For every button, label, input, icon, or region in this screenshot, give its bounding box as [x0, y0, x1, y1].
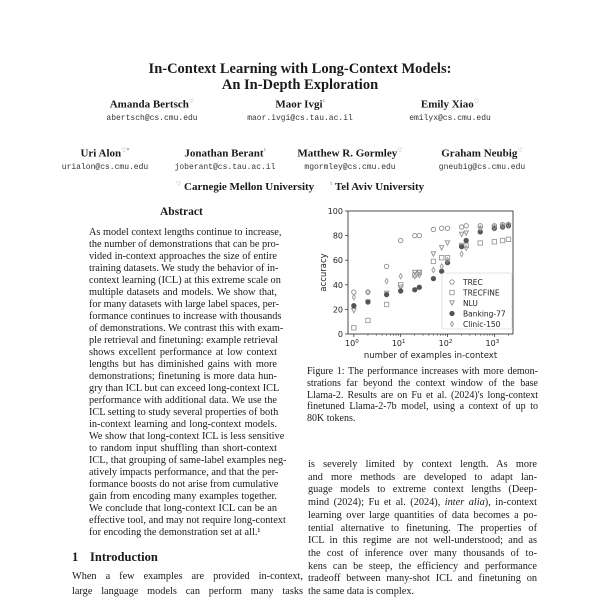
text-line: ICL setting to study several properties of both: [89, 407, 279, 418]
text-line: 80K tokens.: [307, 413, 356, 425]
data-point: [398, 238, 402, 242]
y-tick-label: 100: [327, 207, 343, 216]
text-line: effective tool, and may not require long-context: [89, 515, 286, 526]
text-line: gry than ICL but can exceed long-context ICL: [89, 383, 280, 394]
text-line: multiple datasets and models. We show that,: [89, 287, 277, 298]
y-tick-label: 60: [332, 256, 343, 266]
affiliation-mark: ♡*: [121, 148, 130, 154]
data-point: [506, 237, 510, 241]
affiliation-mark: ♡: [188, 99, 195, 105]
legend-label: TREC: [463, 278, 483, 287]
data-point: [460, 251, 463, 256]
chart-legend: [442, 273, 512, 329]
data-point: [352, 294, 355, 299]
author-email[interactable]: abertsch@cs.cmu.edu: [106, 114, 198, 123]
text-line: As model context lengths continue to increase,: [89, 227, 282, 238]
x-tick-exponent: 2: [448, 339, 453, 345]
text-line: Figure 1: The performance increases with more demon-: [307, 366, 538, 377]
text-line: is severely limited by context length. As more: [308, 459, 537, 470]
y-tick-label: 20: [332, 305, 343, 315]
x-tick-label: [486, 339, 500, 348]
text-line: and more methods are developed to adapt lan-: [308, 471, 537, 483]
affiliation-mark: ♡: [397, 148, 403, 154]
data-point: [464, 224, 468, 228]
affiliation-mark: ♮: [263, 148, 266, 154]
data-point: [459, 225, 463, 229]
text-line: the number of demonstrations that can be pro-: [89, 239, 280, 250]
text-line: gain from encoding many examples together.: [89, 491, 277, 502]
text-line: ple retrieval and finetuning: example retrieval: [89, 335, 278, 346]
text-line: to random input shuffling than short-context: [89, 443, 277, 454]
data-point: [384, 292, 388, 296]
text-line: the same data is complex.: [308, 586, 415, 597]
x-tick-exponent: 1: [402, 339, 406, 345]
data-point: [431, 276, 435, 280]
affiliation-mark: ♡: [473, 99, 480, 105]
data-point: [417, 233, 421, 237]
paper-title-line-2: An In-Depth Exploration: [221, 77, 379, 93]
y-axis-label: accuracy: [319, 253, 329, 292]
text-line: ICL, that grouping of same-label examples neg-: [89, 455, 287, 466]
data-point: [492, 240, 496, 244]
author-name-text: Maor Ivgi: [275, 98, 323, 111]
author-name-text: Uri Alon: [80, 147, 122, 160]
data-point: [352, 308, 356, 312]
data-point: [413, 274, 416, 279]
text-line: atively impacts performance, and that the per-: [89, 467, 279, 478]
x-tick-base: 10: [345, 339, 356, 348]
author-email[interactable]: mgormley@cs.cmu.edu: [304, 163, 396, 172]
author-name-text: Graham Neubig: [441, 147, 518, 160]
text-line: ICL in this regime are not well-understood; and as: [308, 535, 537, 547]
x-tick-exponent: 3: [495, 339, 500, 345]
affiliation-mark: ♡: [517, 148, 523, 154]
data-point: [352, 304, 356, 308]
author-email[interactable]: gneubig@cs.cmu.edu: [438, 163, 526, 172]
author-email[interactable]: joberant@cs.tau.ac.il: [174, 163, 276, 172]
data-point: [464, 231, 468, 235]
text-line: training datasets. We study the behavior of in-: [89, 263, 279, 274]
affiliation-mark: ♮: [330, 181, 333, 187]
author-name-text: Jonathan Berant: [184, 147, 264, 160]
data-point: [500, 238, 504, 242]
data-point: [432, 267, 435, 272]
legend-label: Clinic-150: [463, 320, 501, 329]
text-line: for encoding the demonstration set at all.¹: [89, 527, 261, 538]
data-point: [431, 252, 435, 256]
legend-label: NLU: [463, 299, 478, 308]
affiliation-name: Tel Aviv University: [334, 180, 425, 193]
x-tick-label: [439, 339, 453, 348]
data-point: [431, 259, 435, 263]
text-line: tential alternative to finetuning. The properties of: [308, 522, 537, 534]
text-line: in-context learning and long-context models.: [89, 419, 277, 430]
data-point: [384, 264, 388, 268]
y-tick-label: 40: [332, 280, 343, 290]
data-point: [439, 246, 443, 250]
text-line: strations far beyond the context window of the base: [307, 377, 538, 389]
author-name-text: Emily Xiao: [420, 98, 474, 111]
text-line: for many datasets with large label spaces, per-: [89, 299, 280, 310]
abstract-heading: Abstract: [160, 206, 203, 218]
text-line: context learning (ICL) at this extreme scale on: [89, 275, 281, 286]
x-tick-label: [345, 339, 359, 348]
author-name-text: Amanda Bertsch: [109, 98, 189, 111]
text-line: mind (2024); Fu et al. (2024), inter alia), in-context: [308, 497, 538, 509]
data-point: [459, 244, 463, 248]
x-tick-base: 10: [438, 339, 449, 348]
data-point: [384, 302, 388, 306]
y-tick-label: 80: [332, 231, 343, 241]
text-line: tradeoff between many-shot ICL and finetuning on: [308, 573, 537, 585]
data-point: [445, 226, 449, 230]
x-tick-exponent: 0: [355, 339, 359, 345]
data-point: [459, 232, 463, 236]
legend-label: TRECFINE: [463, 288, 500, 298]
data-point: [352, 326, 356, 330]
section-heading-introduction: Introduction: [90, 550, 158, 564]
legend-label: Banking-77: [463, 309, 506, 319]
data-point: [431, 227, 435, 231]
author-email[interactable]: urialon@cs.cmu.edu: [61, 163, 149, 172]
legend-marker: [450, 311, 454, 315]
data-point: [440, 264, 443, 269]
text-line: formance boosts do not arise from cumulative: [89, 479, 279, 490]
x-axis-label: number of examples in-context: [363, 351, 498, 361]
data-point: [366, 318, 370, 322]
data-point: [413, 288, 417, 292]
text-line: formance continues to increase with thousands: [89, 311, 282, 322]
text-line: When a few examples are provided in-context,: [72, 571, 303, 582]
text-line: Llama-2. Results are on Fu et al. (2024)'s long-context: [307, 389, 538, 401]
data-point: [398, 289, 402, 293]
section-number: 1: [72, 550, 79, 564]
text-line: shows excellent performance at low context: [89, 347, 277, 358]
data-point: [439, 256, 443, 260]
x-tick-label: [392, 339, 406, 348]
text-line: We conclude that long-context ICL can be an: [89, 503, 277, 514]
text-line: demonstrations; finetuning is more data hun-: [89, 371, 277, 382]
data-point: [439, 226, 443, 230]
x-tick-base: 10: [485, 339, 496, 348]
text-line: finetuned Llama-2-7b model, using a context of up to: [307, 401, 538, 413]
text-line: kens can be steep, the efficiency and performance: [308, 560, 537, 572]
data-point: [385, 278, 388, 283]
text-line: of demonstrations. We contrast this with exam-: [89, 323, 284, 334]
text-line: performance with additional data. We use the: [89, 395, 277, 406]
text-line: vided in-context approaches the size of entire: [89, 251, 277, 262]
text-line: lengths but has diminished gains with more: [89, 359, 277, 370]
paper-title-line-1: In-Context Learning with Long-Context Models:: [148, 61, 452, 77]
data-point: [413, 233, 417, 237]
data-point: [417, 285, 421, 289]
text-line: learning over large quantities of data becomes a po-: [308, 509, 537, 521]
text-line: large language models can perform many tasks: [72, 586, 303, 597]
author-email[interactable]: emilyx@cs.cmu.edu: [409, 114, 491, 123]
data-point: [478, 241, 482, 245]
x-tick-base: 10: [391, 339, 403, 348]
text-line: We show that long-context ICL is less sensitive: [89, 431, 285, 442]
text-line: the cost of inference over many thousands of to-: [308, 547, 537, 559]
text-line: guage models to extreme context lengths (Deep-: [308, 484, 537, 496]
y-tick-label: 0: [337, 330, 343, 339]
data-point: [366, 300, 370, 304]
author-name-text: Matthew R. Gormley: [297, 147, 398, 160]
affiliation-mark: ♮: [322, 99, 325, 105]
data-point: [464, 238, 468, 242]
affiliation-mark: ♡: [175, 181, 182, 187]
affiliation-name: Carnegie Mellon University: [184, 180, 315, 193]
data-point: [445, 241, 449, 245]
author-email[interactable]: maor.ivgi@cs.tau.ac.il: [247, 114, 353, 123]
data-point: [399, 274, 402, 279]
